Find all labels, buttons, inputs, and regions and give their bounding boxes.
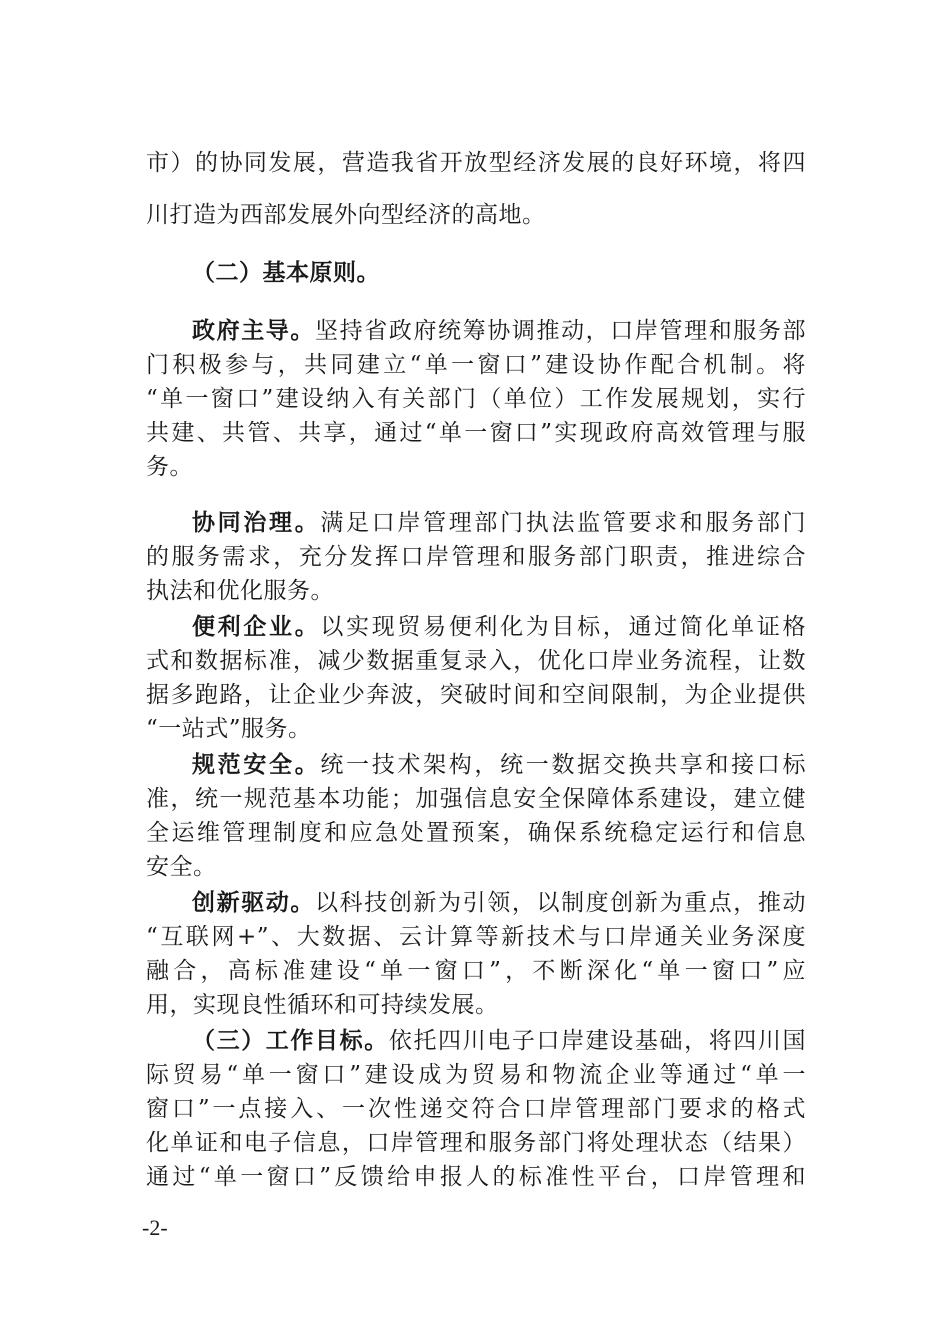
- paragraph-first-line: [146, 316, 806, 346]
- text-line: 融合，高标准建设“单一窗口”，不断深化“单一窗口”应: [146, 958, 806, 984]
- paragraph-title: （三）工作目标。: [192, 1027, 389, 1054]
- section-heading: （二）基本原则。: [192, 259, 380, 286]
- text-line: 全运维管理制度和应急处置预案，确保系统稳定运行和信息: [146, 820, 806, 846]
- paragraph-title: 协同治理。: [192, 509, 321, 536]
- text-line: 务。: [146, 454, 193, 480]
- paragraph-first-line: [146, 1026, 806, 1056]
- paragraph-first-line: [146, 612, 806, 642]
- paragraph-title: 政府主导。: [192, 317, 316, 344]
- text-line: 安全。: [146, 854, 217, 880]
- text-line: “互联网+”、大数据、云计算等新技术与口岸通关业务深度: [146, 924, 806, 950]
- text-line: 窗口”一点接入、一次性递交符合口岸管理部门要求的格式: [146, 1096, 806, 1122]
- page-number: -2-: [142, 1215, 168, 1240]
- text-line: 准，统一规范基本功能；加强信息安全保障体系建设，建立健: [146, 786, 806, 812]
- text-line: 式和数据标准，减少数据重复录入，优化口岸业务流程，让数: [146, 648, 806, 674]
- text-line: 化单证和电子信息，口岸管理和服务部门将处理状态（结果）: [146, 1130, 806, 1156]
- paragraph-text: 满足口岸管理部门执法监管要求和服务部门: [320, 510, 806, 536]
- text-line: 的服务需求，充分发挥口岸管理和服务部门职责，推进综合: [146, 544, 806, 570]
- text-line: 市）的协同发展，营造我省开放型经济发展的良好环境，将四: [146, 150, 806, 176]
- text-line: 共建、共管、共享，通过“单一窗口”实现政府高效管理与服: [146, 420, 806, 446]
- paragraph-title: 规范安全。: [192, 751, 321, 778]
- paragraph-first-line: [146, 508, 806, 538]
- text-line: “一站式”服务。: [146, 716, 312, 742]
- text-line: 执法和优化服务。: [146, 578, 334, 604]
- text-line: “单一窗口”建设纳入有关部门（单位）工作发展规划，实行: [146, 386, 806, 412]
- paragraph-text: 依托四川电子口岸建设基础，将四川国: [388, 1028, 806, 1054]
- paragraph-first-line: [146, 888, 806, 918]
- text-line: 用，实现良性循环和可持续发展。: [146, 992, 499, 1018]
- paragraph-title: 创新驱动。: [192, 889, 316, 916]
- paragraph-text: 以实现贸易便利化为目标，通过简化单证格: [320, 614, 806, 640]
- text-line: 川打造为西部发展外向型经济的高地。: [146, 202, 546, 228]
- paragraph-text: 坚持省政府统筹协调推动，口岸管理和服务部: [315, 318, 806, 344]
- paragraph-text: 以科技创新为引领，以制度创新为重点，推动: [315, 890, 806, 916]
- text-line: 门积极参与，共同建立“单一窗口”建设协作配合机制。将: [146, 352, 806, 378]
- paragraph-first-line: [146, 750, 806, 780]
- paragraph-text: 统一技术架构，统一数据交换共享和接口标: [320, 752, 806, 778]
- text-line: 据多跑路，让企业少奔波，突破时间和空间限制，为企业提供: [146, 682, 806, 708]
- paragraph-title: 便利企业。: [192, 613, 321, 640]
- text-line: 际贸易“单一窗口”建设成为贸易和物流企业等通过“单一: [146, 1062, 806, 1088]
- text-line: 通过“单一窗口”反馈给申报人的标准性平台，口岸管理和: [146, 1164, 806, 1190]
